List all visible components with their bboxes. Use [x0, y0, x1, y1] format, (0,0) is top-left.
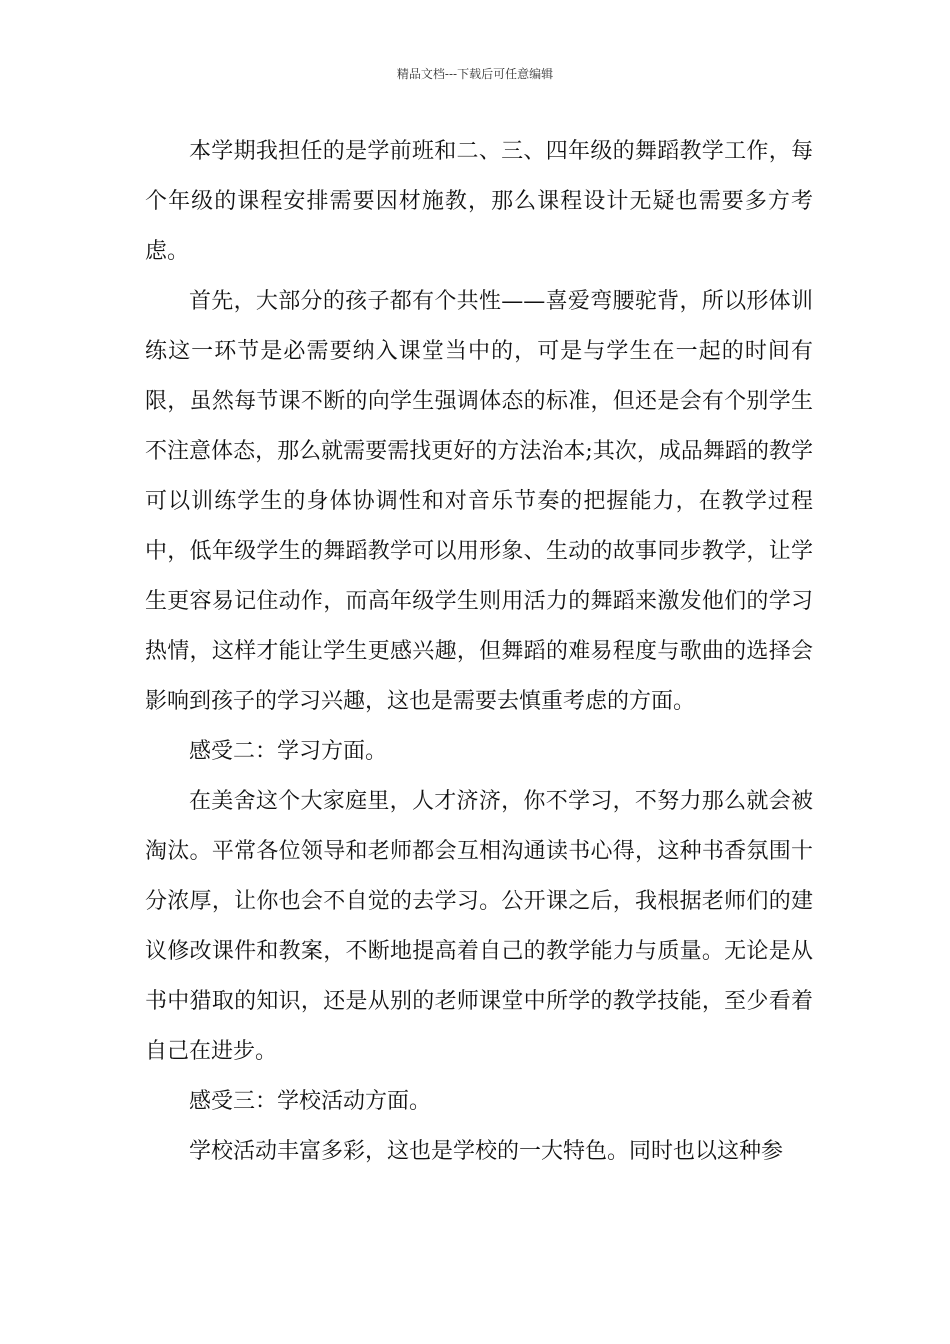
paragraph-learning: 在美舍这个大家庭里，人才济济，你不学习，不努力那么就会被淘汰。平常各位领导和老师都会互相沟通读书心得，这种书香氛围十分浓厚，让你也会不自觉的去学习。公开课之后，我根据老师们的建议修改课件和教案，不断地提高着自己的教学能力与质量。无论是从书中猎取的知识，还是从别的老师课堂中所学的教学技能，至少看着自己在进步。	[145, 789, 813, 1064]
paragraph-teaching: 首先，大部分的孩子都有个共性——喜爱弯腰驼背，所以形体训练这一环节是必需要纳入课堂当中的，可是与学生在一起的时间有限，虽然每节课不断的向学生强调体态的标准，但还是会有个别学生不注意体态，那么就需要需找更好的方法治本;其次，成品舞蹈的教学可以训练学生的身体协调性和对音乐节奏的把握能力，在教学过程中，低年级学生的舞蹈教学可以用形象、生动的故事同步教学，让学生更容易记住动作，而高年级学生则用活力的舞蹈来激发他们的学习热情，这样才能让学生更感兴趣，但舞蹈的难易程度与歌曲的选择会影响到孩子的学习兴趣，这也是需要去慎重考虑的方面。	[145, 289, 813, 714]
page-header: 精品文档---下载后可任意编辑	[396, 67, 554, 81]
paragraph-activities: 学校活动丰富多彩，这也是学校的一大特色。同时也以这种参	[189, 1139, 784, 1164]
section-heading-activities: 感受三：学校活动方面。	[189, 1089, 432, 1114]
section-heading-learning: 感受二：学习方面。	[189, 739, 388, 764]
paragraph-intro: 本学期我担任的是学前班和二、三、四年级的舞蹈教学工作，每个年级的课程安排需要因材施教，那么课程设计无疑也需要多方考虑。	[145, 139, 813, 264]
document-body	[145, 127, 813, 1177]
